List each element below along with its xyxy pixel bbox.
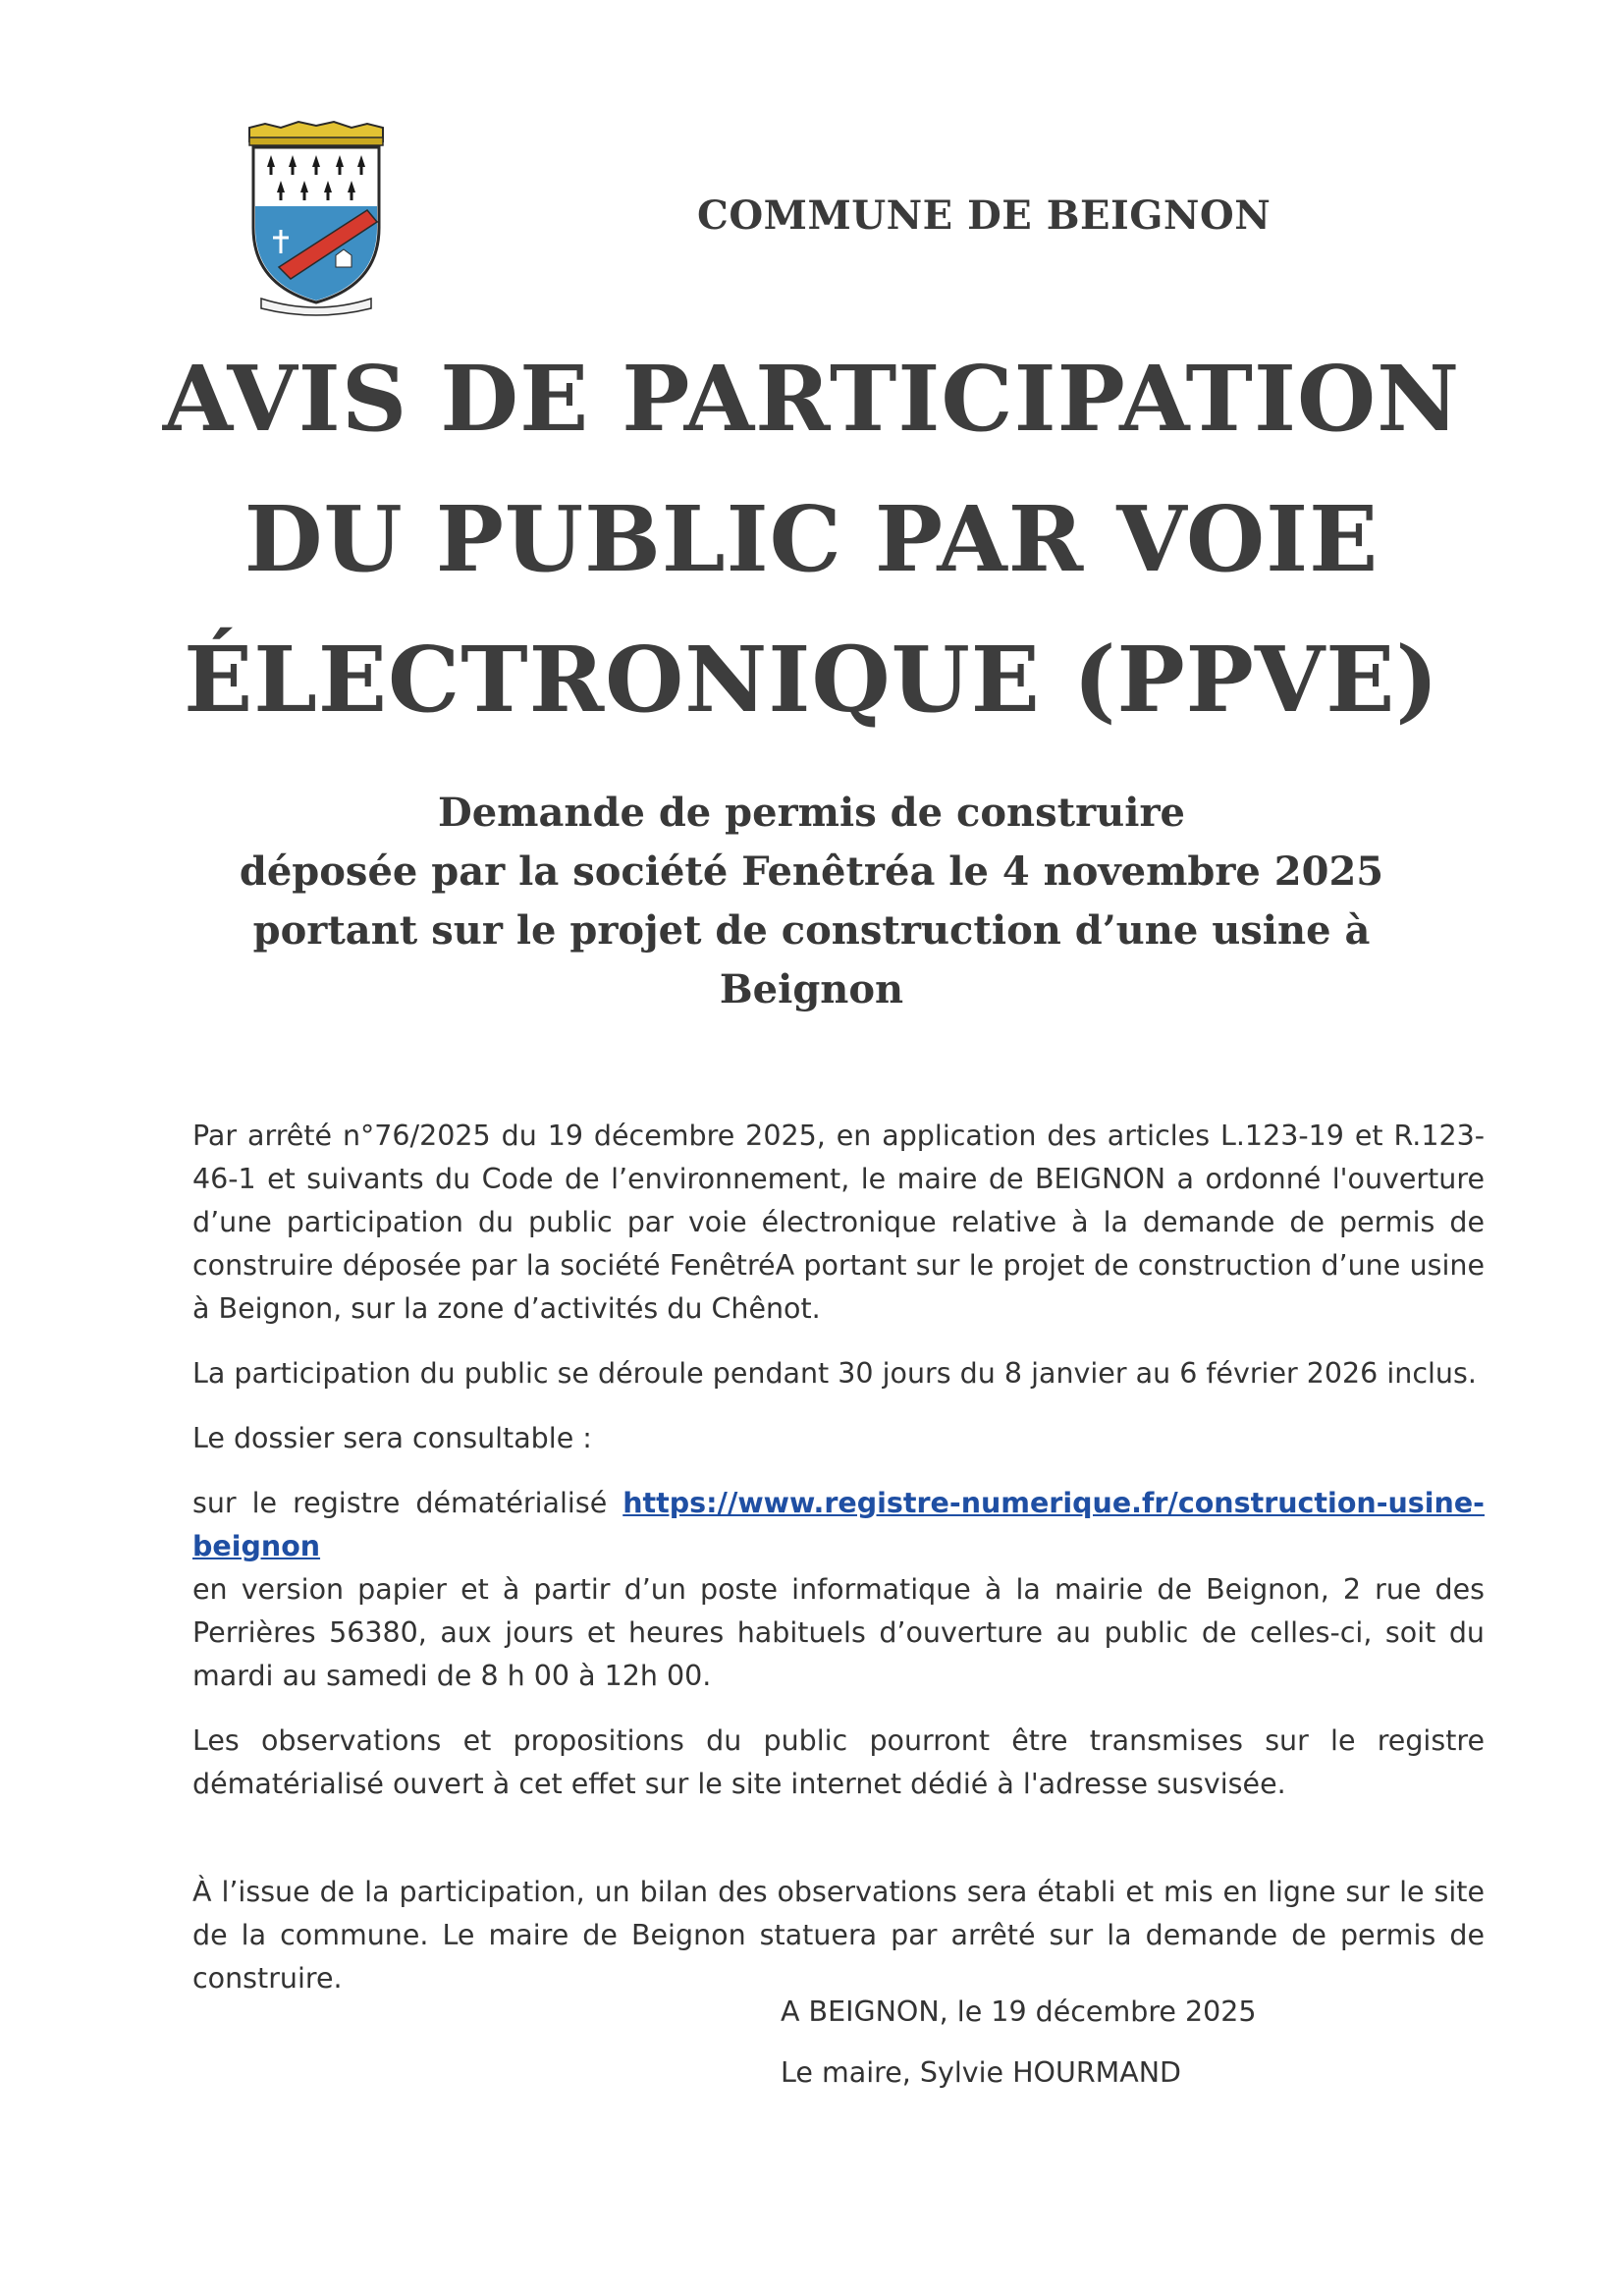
signature-signatory: Le maire, Sylvie HOURMAND — [781, 2056, 1181, 2089]
coat-of-arms-icon — [242, 120, 391, 316]
notice-title — [98, 329, 1525, 750]
paragraph-decree: Par arrêté n°76/2025 du 19 décembre 2025, en application des articles L.123-19 et R.123-46-1 et suivants du Code de l’environnement, le maire de BEIGNON a ordonné l'ouverture d’une participation du public par voie électronique relative à la demande de permis de construire déposée par la société FenêtréA portant sur le projet de construction d’une usine à Beignon, sur la zone d’activités du Chênot. — [192, 1120, 1485, 1325]
notice-body — [192, 1115, 1485, 2000]
subtitle-line-2: déposée par la société Fenêtréa le 4 novembre 2025 — [239, 848, 1384, 895]
subtitle-line-4: Beignon — [719, 966, 904, 1012]
signature-block — [781, 1982, 1257, 2104]
notice-title-line-2: DU PUBLIC PAR VOIE — [243, 486, 1380, 592]
subtitle-line-3: portant sur le projet de construction d’une usine à — [252, 907, 1371, 954]
notice-subtitle — [147, 784, 1476, 1019]
paragraph-dossier-intro: Le dossier sera consultable : — [192, 1422, 592, 1454]
coat-of-arms-graphic — [242, 120, 391, 316]
notice-title-line-1: AVIS DE PARTICIPATION — [162, 346, 1461, 452]
signature-place-date: A BEIGNON, le 19 décembre 2025 — [781, 1995, 1257, 2028]
paragraph-dossier-access — [192, 1482, 1485, 1698]
paragraph-observations: Les observations et propositions du public pourront être transmises sur le registre dématérialisé ouvert à cet effet sur le site internet dédié à l'adresse susvisée. — [192, 1724, 1485, 1800]
registry-link[interactable]: https://www.registre-numerique.fr/construction-usine-beignon — [192, 1487, 1485, 1562]
notice-title-line-3: ÉLECTRONIQUE (PPVE) — [184, 627, 1439, 733]
commune-name: COMMUNE DE BEIGNON — [697, 192, 1271, 239]
subtitle-line-1: Demande de permis de construire — [438, 790, 1185, 836]
paragraph-conclusion: À l’issue de la participation, un bilan des observations sera établi et mis en ligne sur le site de la commune. Le maire de Beignon statuera par arrêté sur la demande de permis de construire. — [192, 1876, 1485, 1995]
registry-suffix: en version papier et à partir d’un poste informatique à la mairie de Beignon, 2 rue des Perrières 56380, aux jours et heures habituels d’ouverture au public de celles-ci, soit du mardi au samedi de 8 h 00 à 12h 00. — [192, 1573, 1485, 1692]
registry-prefix: sur le registre dématérialisé — [192, 1487, 623, 1519]
paragraph-duration: La participation du public se déroule pendant 30 jours du 8 janvier au 6 février 2026 inclus. — [192, 1357, 1477, 1390]
